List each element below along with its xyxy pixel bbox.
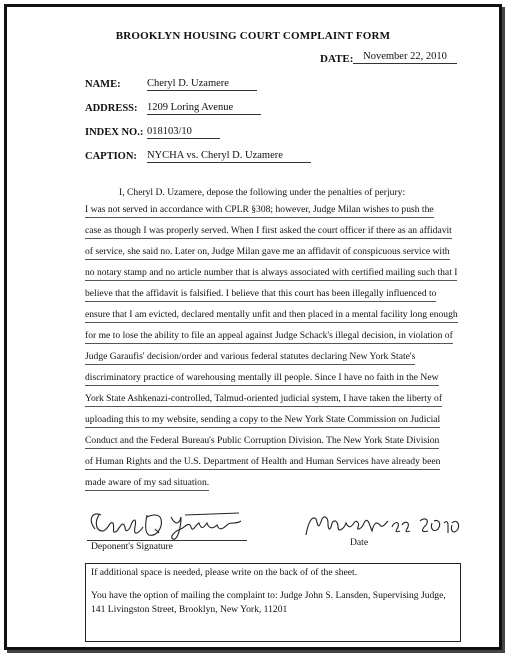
body-line: Judge Garaufis' decision/order and various federal statutes declaring New York State's [85, 351, 415, 365]
body-line: for me to lose the ability to file an appeal against Judge Schack's illegal decision, in violation of [85, 330, 453, 344]
body-line: ensure that I am evicted, declared mentally unfit and then placed in a mental facility long enough [85, 309, 458, 323]
name-value: Cheryl D. Uzamere [147, 78, 257, 91]
body-line: I was not served in accordance with CPLR §308; however, Judge Milan wishes to push the [85, 204, 434, 218]
instructions-box [85, 563, 461, 642]
body-line: Conduct and the Federal Bureau's Public Corruption Division. The New York State Division [85, 435, 439, 449]
body-line: no notary stamp and no article number that is always associated with certified mailing such that I [85, 267, 457, 281]
form-title: BROOKLYN HOUSING COURT COMPLAINT FORM [115, 30, 391, 42]
box-text: If additional space is needed, please write on the back of of the sheet. [91, 567, 358, 578]
body-line: of service, she said no. Later on, Judge Milan gave me an affidavit of conspicuous service with [85, 246, 450, 260]
date-label: DATE: [320, 53, 354, 65]
address-label: ADDRESS: [85, 103, 138, 114]
index-label: INDEX NO.: [85, 127, 144, 138]
box-text: You have the option of mailing the complaint to: Judge John S. Lansden, Supervising Judge, [91, 590, 446, 601]
intro-text: I, Cheryl D. Uzamere, depose the following under the penalties of perjury: [119, 187, 406, 198]
body-line: made aware of my sad situation. [85, 477, 209, 491]
handwritten-signature [85, 507, 250, 543]
date-value: November 22, 2010 [353, 51, 457, 64]
body-line: believe that the affidavit is falsified. I believe that this court has been illegally influenced to [85, 288, 436, 302]
index-value: 018103/10 [147, 126, 220, 139]
document-page [4, 4, 502, 650]
body-line: uploading this to my website, sending a copy to the New York State Commission on Judicial [85, 414, 440, 428]
body-line: discriminatory practice of warehousing mentally ill people. Since I have no faith in the New [85, 372, 439, 386]
body-line: of Human Rights and the U.S. Department of Health and Human Services have already been [85, 456, 440, 470]
handwritten-date [302, 509, 462, 541]
caption-label: CAPTION: [85, 151, 137, 162]
date-caption: Date [350, 537, 369, 548]
caption-value: NYCHA vs. Cheryl D. Uzamere [147, 150, 311, 163]
body-line: case as though I was properly served. When I first asked the court officer if there as an affidavit [85, 225, 452, 239]
name-label: NAME: [85, 79, 121, 90]
signature-caption: Deponent's Signature [91, 541, 173, 552]
body-line: York State Ashkenazi-controlled, Talmud-oriented judicial system, I have taken the liberty of [85, 393, 442, 407]
address-value: 1209 Loring Avenue [147, 102, 261, 115]
box-text: 141 Livingston Street, Brooklyn, New York, 11201 [91, 604, 288, 615]
